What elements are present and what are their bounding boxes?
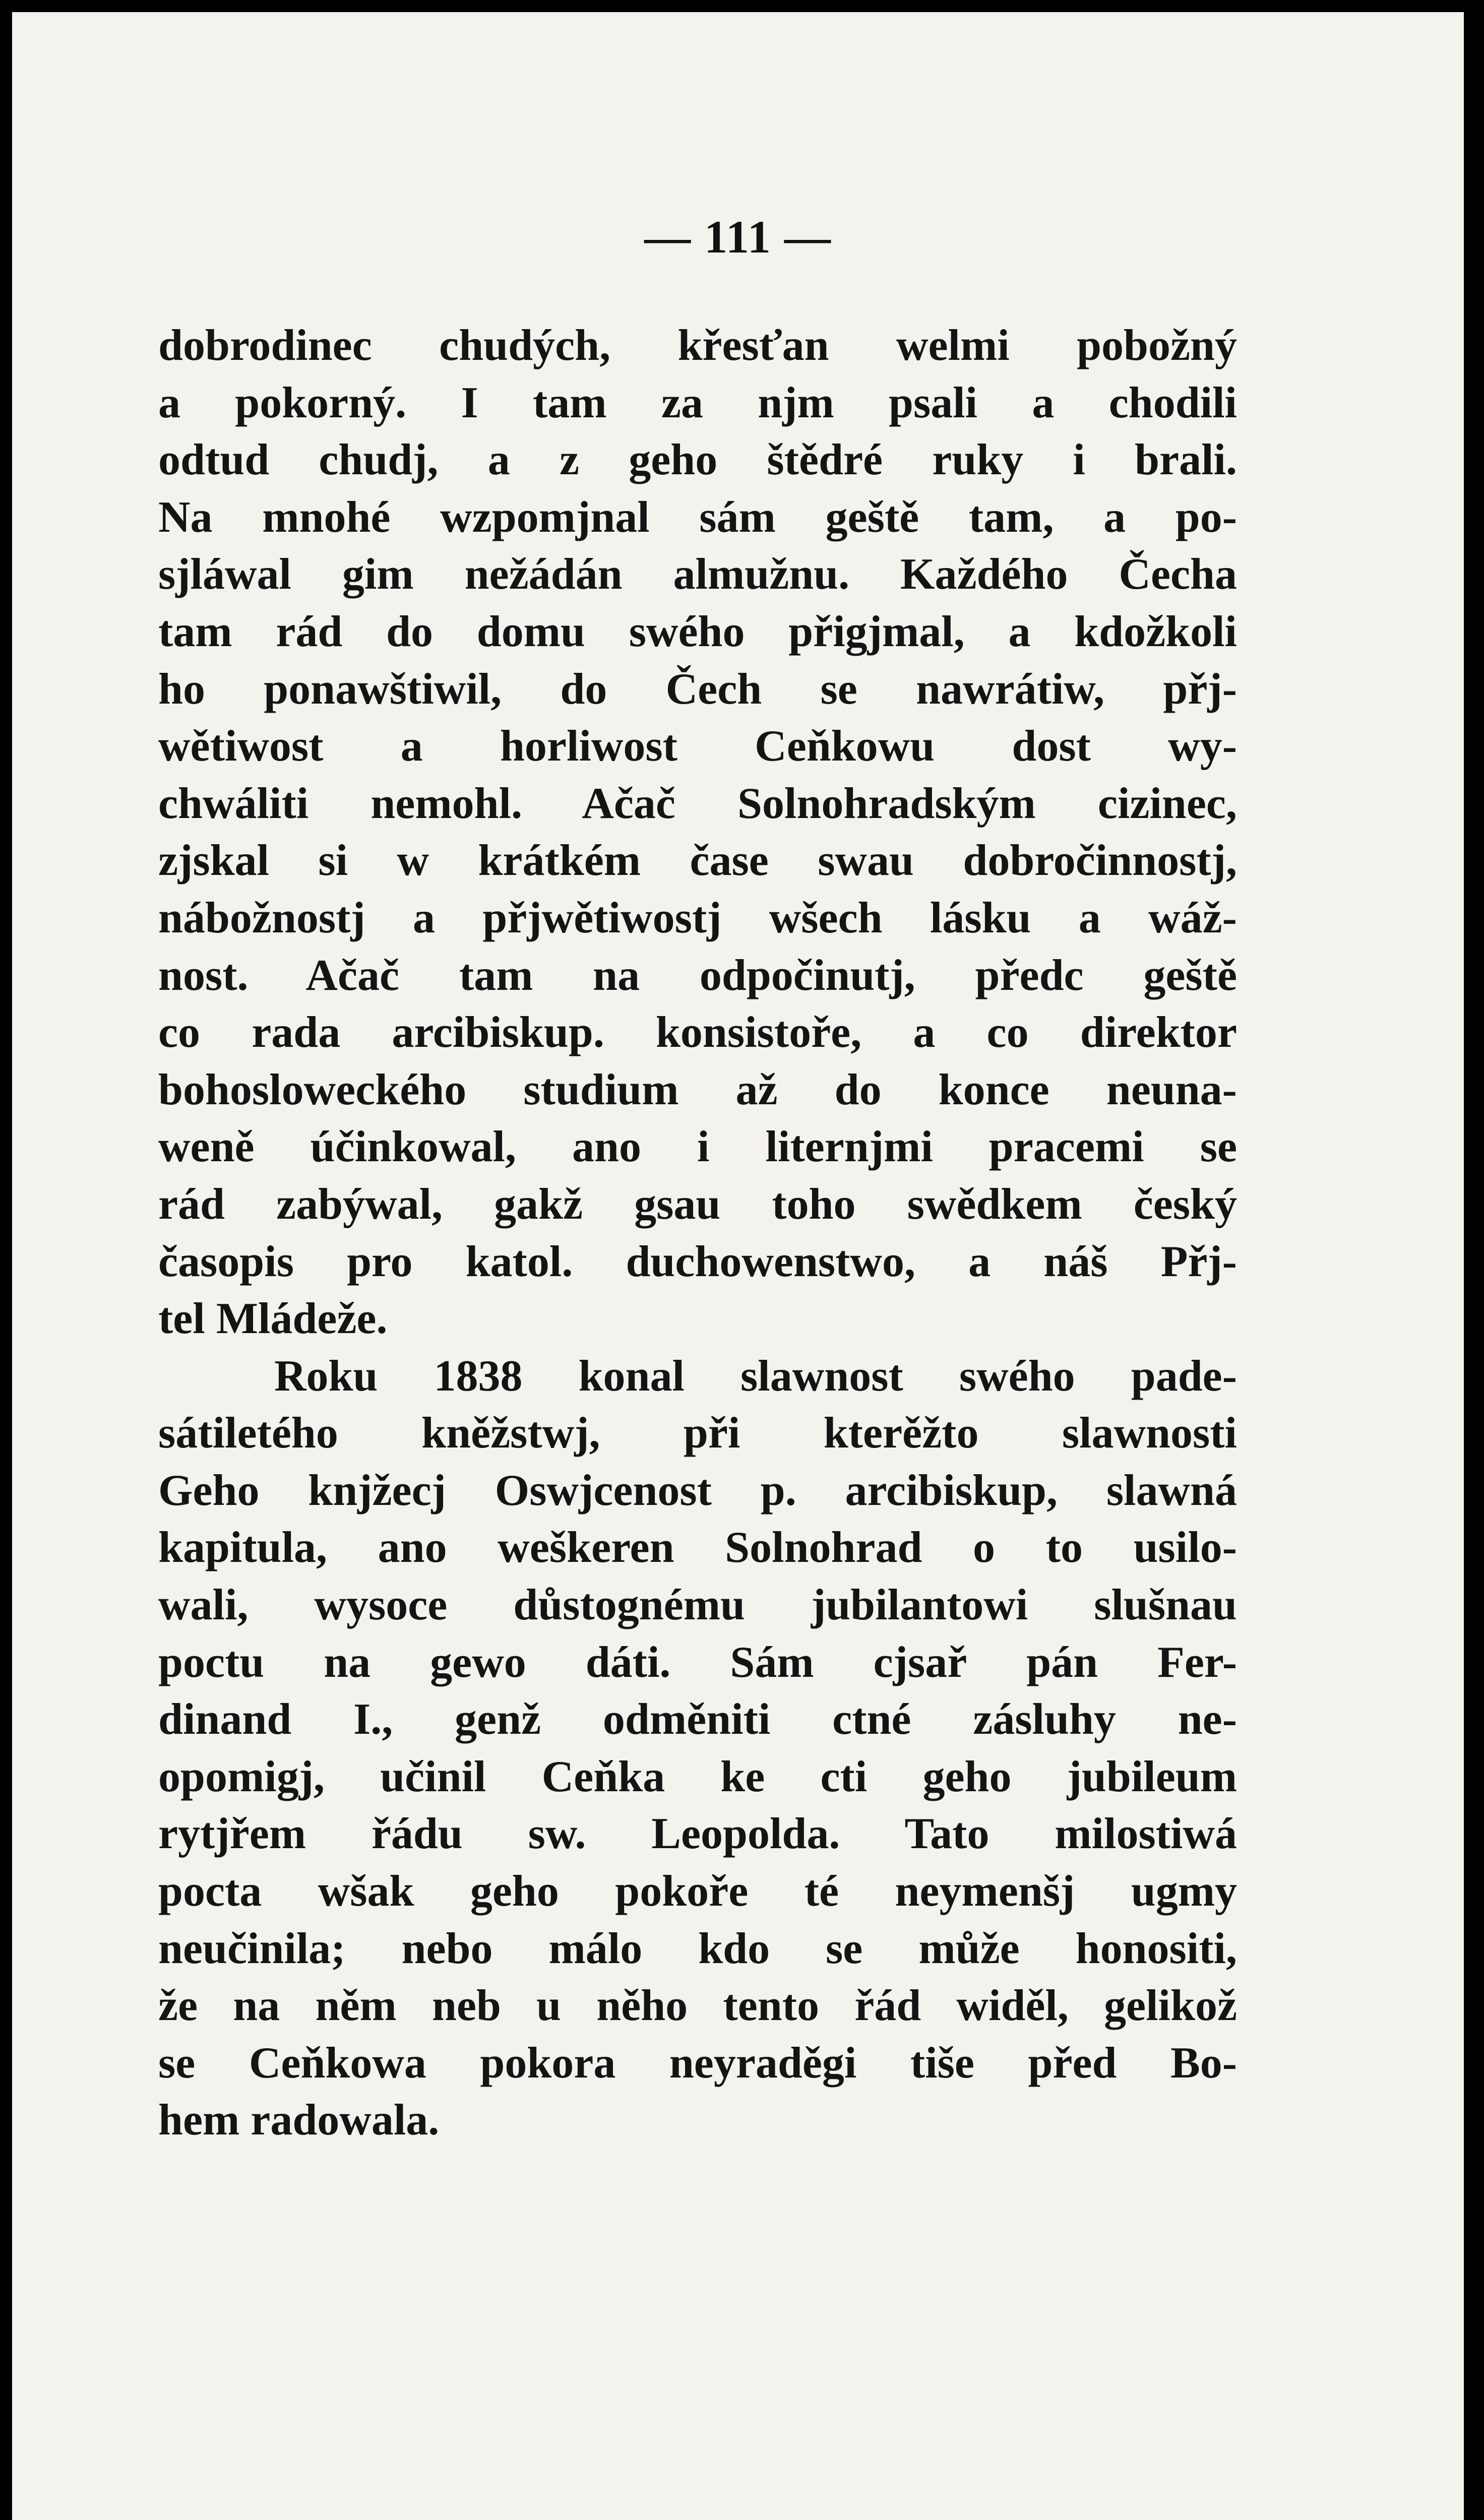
text-line: bohosloweckého studium až do konce neuna- — [158, 1065, 1237, 1114]
text-line: odtud chudj, a z geho štědré ruky i brali. — [158, 435, 1237, 485]
body-text — [158, 317, 1237, 2149]
text-line: rád zabýwal, gakž gsau toho swědkem český — [158, 1179, 1237, 1229]
text-line: kapitula, ano weškeren Solnohrad o to usilo- — [158, 1523, 1237, 1572]
text-line: ho ponawštiwil, do Čech se nawrátiw, přj- — [158, 664, 1237, 714]
book-page — [12, 12, 1464, 2520]
text-line: časopis pro katol. duchowenstwo, a náš Přj- — [158, 1237, 1237, 1286]
text-line: tam rád do domu swého přigjmal, a kdožkoli — [158, 607, 1237, 656]
text-line: zjskal si w krátkém čase swau dobročinnostj, — [158, 836, 1237, 886]
text-line: Geho knjžecj Oswjcenost p. arcibiskup, slawná — [158, 1466, 1237, 1515]
paragraph-2 — [158, 1348, 1237, 2149]
text-line: sátiletého kněžstwj, při kterěžto slawnosti — [158, 1409, 1237, 1458]
text-line: Na mnohé wzpomjnal sám geště tam, a po- — [158, 492, 1237, 542]
text-line: a pokorný. I tam za njm psali a chodili — [158, 378, 1237, 427]
text-line: nost. Ačač tam na odpočinutj, předc geště — [158, 951, 1237, 1000]
text-line: Roku 1838 konal slawnost swého pade- — [274, 1351, 1237, 1401]
text-line: co rada arcibiskup. konsistoře, a co direktor — [158, 1008, 1237, 1057]
text-line: rytjřem řádu sw. Leopolda. Tato milostiwá — [158, 1809, 1237, 1859]
text-line: poctu na gewo dáti. Sám cjsař pán Fer- — [158, 1637, 1237, 1687]
text-line: neučinila; nebo málo kdo se může honositi, — [158, 1924, 1237, 1973]
text-line: weně účinkowal, ano i liternjmi pracemi se — [158, 1122, 1237, 1172]
text-line: wali, wysoce důstognému jubilantowi slušnau — [158, 1581, 1237, 1630]
text-line: nábožnostj a přjwětiwostj wšech lásku a wáž- — [158, 893, 1237, 942]
text-line: chwáliti nemohl. Ačač Solnohradským cizinec, — [158, 779, 1237, 828]
text-line: dobrodinec chudých, křesťan welmi pobožný — [158, 321, 1237, 370]
text-line: wětiwost a horliwost Ceňkowu dost wy- — [158, 722, 1237, 771]
text-line: tel Mládeže. — [158, 1294, 388, 1344]
text-line: se Ceňkowa pokora neyraděgi tiše před Bo- — [158, 2038, 1237, 2088]
text-line: pocta wšak geho pokoře té neymenšj ugmy — [158, 1867, 1237, 1916]
text-line: dinand I., genž odměniti ctné zásluhy ne- — [158, 1695, 1237, 1744]
text-line: sjláwal gim nežádán almužnu. Každého Čecha — [158, 550, 1237, 599]
page-number: — 111 — — [644, 211, 832, 263]
text-line: že na něm neb u něho tento řád widěl, gelikož — [158, 1981, 1237, 2031]
text-line: hem radowala. — [158, 2096, 440, 2145]
paragraph-1 — [158, 317, 1237, 1348]
text-line: opomigj, učinil Ceňka ke cti geho jubileum — [158, 1752, 1237, 1801]
